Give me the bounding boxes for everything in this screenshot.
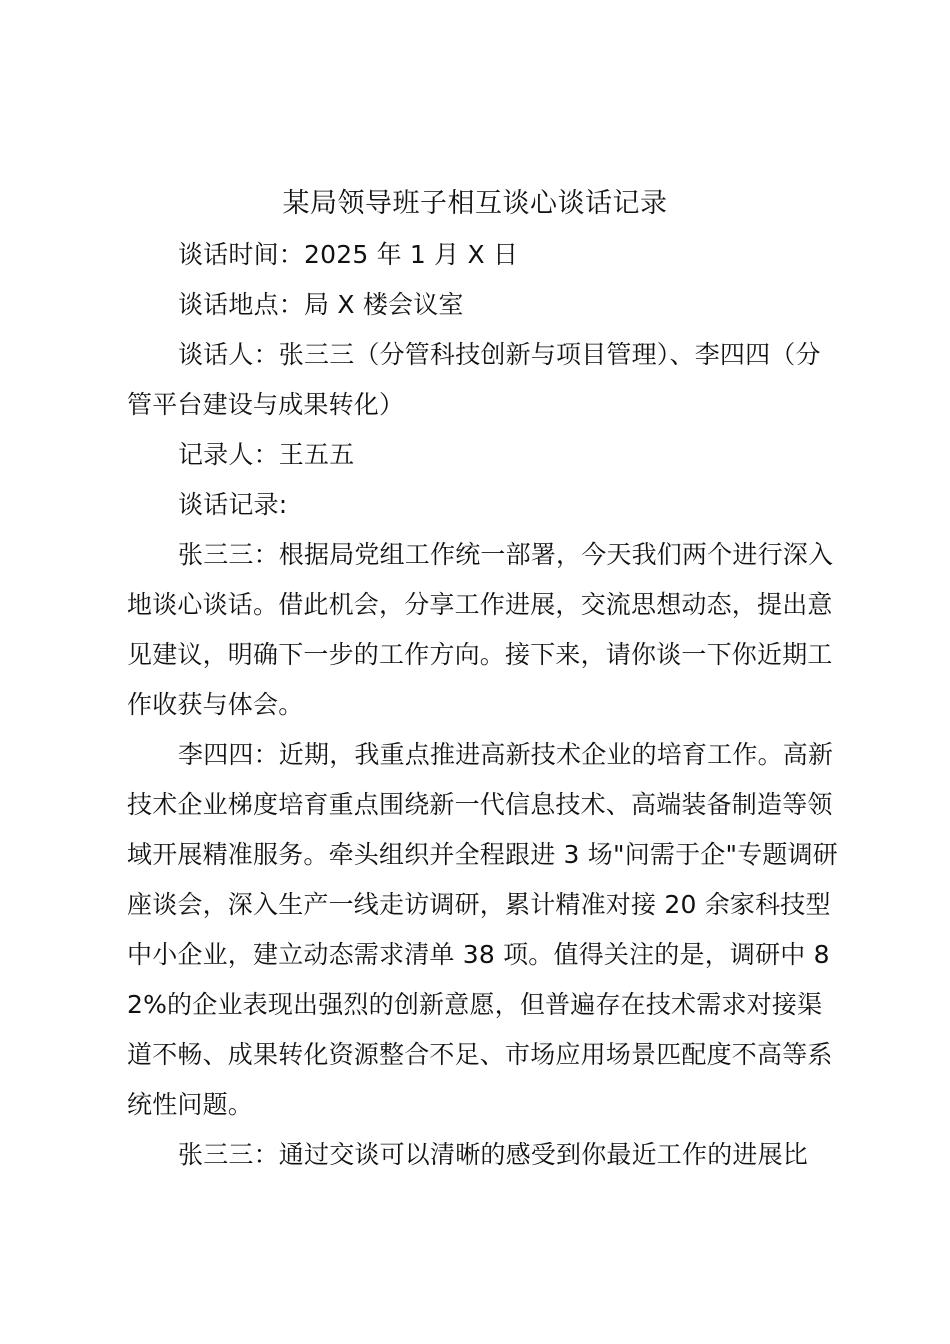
talk-participants: 谈话人：张三三（分管科技创新与项目管理）、李四四（分管平台建设与成果转化） xyxy=(127,340,821,419)
dialogue-paragraph: 张三三：通过交谈可以清晰的感受到你最近工作的进展比 xyxy=(178,1140,809,1169)
record-heading: 谈话记录: xyxy=(178,490,288,519)
recorder: 记录人：王五五 xyxy=(178,440,355,469)
talk-place: 谈话地点：局 X 楼会议室 xyxy=(178,290,464,319)
document-title: 某局领导班子相互谈心谈话记录 xyxy=(282,188,668,219)
dialogue-paragraph: 李四四：近期，我重点推进高新技术企业的培育工作。高新技术企业梯度培育重点围绕新一代信息技术、高端装备制造等领域开展精准服务。牵头组织并全程跟进 3 场"问需于企"专题调研座谈会，深入生产一线走访调研，累计精准对接 20 余家科技型中小企业，建立动态需求清单 38 项。值得关注的是，调研中 82%的企业表现出强烈的创新意愿，但普遍存在技术需求对接渠道不畅、成果转化资源整合不足、市场应用场景匹配度不高等系统性问题。 xyxy=(127,740,838,1119)
dialogue-paragraph: 张三三：根据局党组工作统一部署，今天我们两个进行深入地谈心谈话。借此机会，分享工作进展，交流思想动态，提出意见建议，明确下一步的工作方向。接下来，请你谈一下你近期工作收获与体会。 xyxy=(127,540,834,719)
talk-time: 谈话时间：2025 年 1 月 X 日 xyxy=(178,240,519,269)
